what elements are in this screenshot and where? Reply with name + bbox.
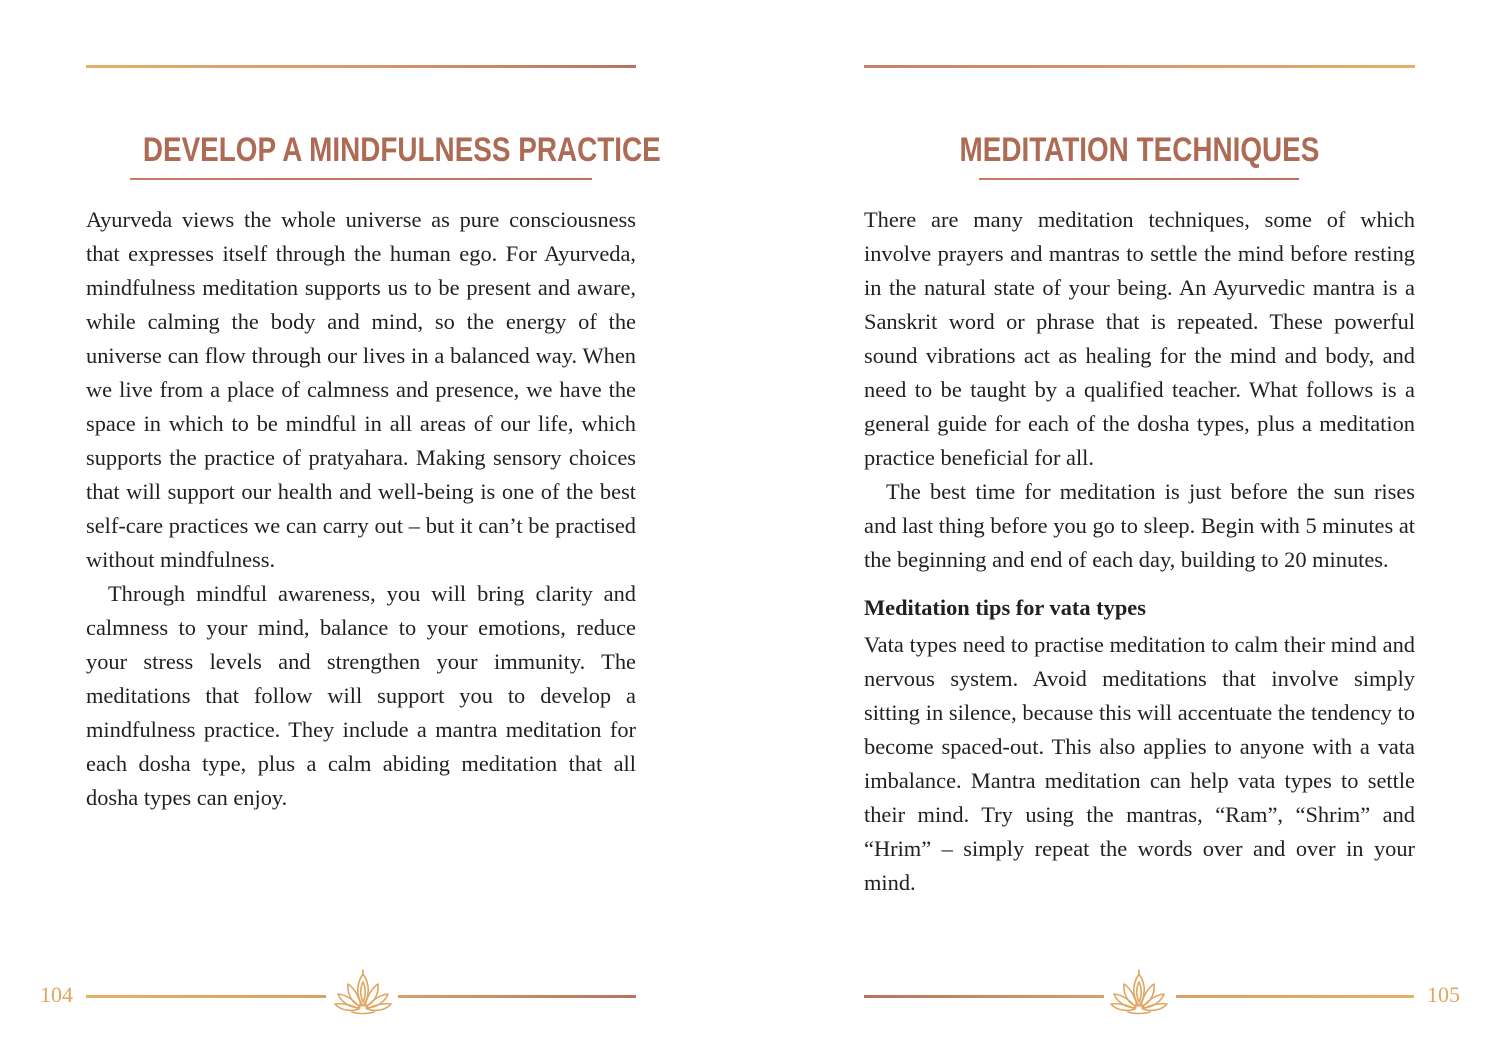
page-title: DEVELOP A MINDFULNESS PRACTICE (142, 131, 661, 169)
paragraph: Vata types need to practise meditation to calm their mind and nervous system. Avoid meditations that involve simply sitting in silence, because this will accentuate the tendency to become spaced-out. This also applies to anyone with a vata imbalance. Mantra meditation can help vata types to settle their mind. Try using the mantras, “Ram”, “Shrim” and “Hrim” – simply repeat the words over and over in your mind. (864, 632, 1415, 895)
left-footer (40, 968, 636, 1018)
footer-rule (1176, 995, 1414, 998)
heading-underline (130, 178, 592, 180)
paragraph: The best time for meditation is just before the sun rises and last thing before you go to sleep. Begin with 5 minutes at the beginning and end of each day, building to 20 minutes. (864, 479, 1415, 572)
right-footer (864, 968, 1460, 1018)
heading-container (864, 128, 1415, 172)
paragraph: There are many meditation techniques, some of which involve prayers and mantras to settle the mind before resting in the natural state of your being. An Ayurvedic mantra is a Sanskrit word or phrase that is repeated. These powerful sound vibrations act as healing for the mind and body, and need to be taught by a qualified teacher. What follows is a general guide for each of the dosha types, plus a meditation practice beneficial for all. (864, 207, 1415, 470)
footer-rule (398, 995, 636, 998)
page-title: MEDITATION TECHNIQUES (959, 131, 1320, 169)
top-rule (864, 65, 1415, 68)
top-rule (86, 65, 636, 68)
footer-rule (86, 995, 326, 998)
paragraph: Ayurveda views the whole universe as pure consciousness that expresses itself through the human ego. For Ayurveda, mindfulness meditation supports us to be present and aware, while calming the body and mind, so the energy of the universe can flow through our lives in a balanced way. When we live from a place of calmness and presence, we have the space in which to be mindful in all areas of our life, which supports the practice of pratyahara. Making sensory choices that will support our health and well-being is one of the best self-care practices we can carry out – but it can’t be practised without mindfulness. (86, 207, 636, 572)
body-text (864, 203, 1415, 900)
left-page (86, 0, 661, 1057)
lotus-icon (332, 968, 394, 1016)
footer-rule (864, 995, 1104, 998)
lotus-icon (1108, 968, 1170, 1016)
paragraph: Through mindful awareness, you will bring clarity and calmness to your mind, balance to your emotions, reduce your stress levels and strengthen your immunity. The meditations that follow will support you to develop a mindfulness practice. They include a mantra meditation for each dosha type, plus a calm abiding meditation that all dosha types can enjoy. (86, 581, 636, 810)
heading-container (86, 128, 661, 172)
body-text (86, 203, 636, 815)
right-page (864, 0, 1415, 1057)
page-number: 104 (40, 982, 73, 1007)
heading-underline (979, 178, 1299, 180)
page-number: 105 (1427, 982, 1460, 1007)
section-subheading: Meditation tips for vata types (864, 595, 1146, 620)
